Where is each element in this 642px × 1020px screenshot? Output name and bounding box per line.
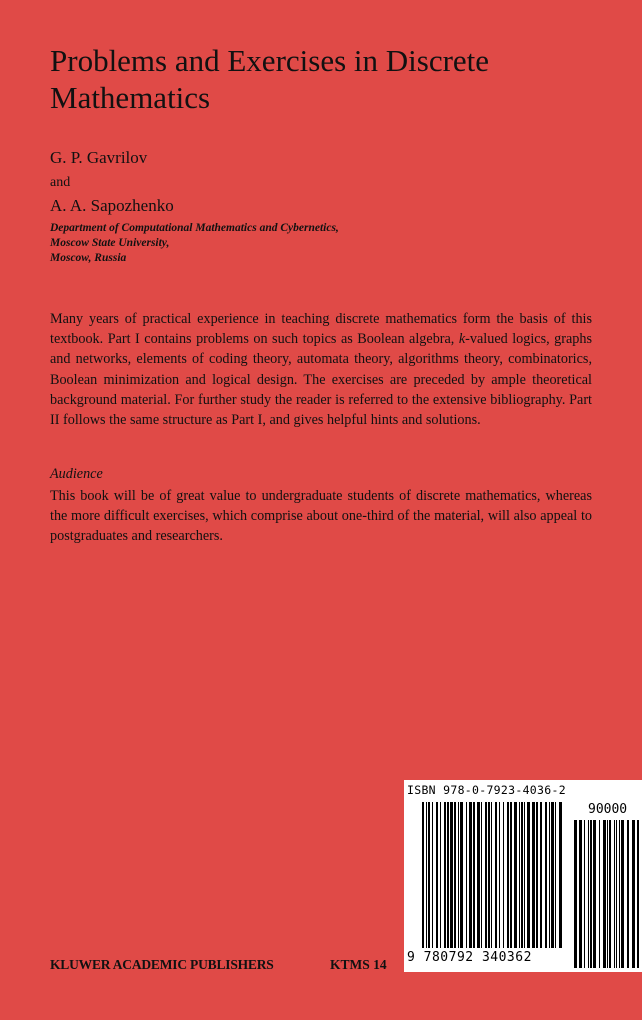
barcode-bar bbox=[460, 802, 463, 948]
ean-digits: 9 780792 340362 bbox=[407, 950, 532, 965]
barcode-bar bbox=[559, 802, 562, 948]
barcode-bar bbox=[458, 802, 459, 948]
barcode-bar bbox=[447, 802, 449, 948]
barcode-bar bbox=[551, 802, 554, 948]
barcode-bar bbox=[545, 802, 547, 948]
barcode-bar bbox=[574, 820, 577, 968]
barcode-bar bbox=[466, 802, 467, 948]
barcode-bar bbox=[593, 820, 596, 968]
barcode-bar bbox=[527, 802, 530, 948]
barcode-bar bbox=[432, 802, 433, 948]
barcode-bar bbox=[584, 820, 585, 968]
barcode-panel bbox=[404, 780, 642, 972]
barcode-bar bbox=[579, 820, 582, 968]
barcode-bar bbox=[426, 802, 427, 948]
description-italic-k: k bbox=[458, 331, 466, 348]
barcode-bar bbox=[436, 802, 438, 948]
series-code: KTMS 14 bbox=[330, 957, 387, 972]
barcode-bar bbox=[440, 802, 441, 948]
barcode-bar bbox=[619, 820, 620, 968]
barcode-bar bbox=[621, 820, 624, 968]
audience-text: This book will be of great value to undergraduate students of discrete mathematics, whereas the more difficult exercises, which comprise about one-third of the material, will also appeal to postgraduates and researchers. bbox=[50, 488, 592, 545]
barcode-bar bbox=[524, 802, 525, 948]
barcode-bar bbox=[485, 802, 487, 948]
book-title: Problems and Exercises in Discrete Mathematics bbox=[50, 43, 490, 115]
audience-heading: Audience bbox=[50, 466, 103, 482]
barcode-bar bbox=[555, 802, 556, 948]
affiliation-line-2: Moscow State University, bbox=[50, 237, 170, 249]
barcode-bar bbox=[503, 802, 504, 948]
barcode-bar bbox=[632, 820, 635, 968]
author-2: A. A. Sapozhenko bbox=[50, 196, 174, 215]
barcode-bar bbox=[514, 802, 517, 948]
barcode-bar bbox=[616, 820, 617, 968]
barcode-bar bbox=[454, 802, 456, 948]
barcode-bar bbox=[488, 802, 490, 948]
barcode-bar bbox=[510, 802, 512, 948]
barcode-bar bbox=[428, 802, 430, 948]
barcode-bar bbox=[627, 820, 629, 968]
barcode-bar bbox=[491, 802, 492, 948]
barcode-bar bbox=[473, 802, 475, 948]
affiliation-line-1: Department of Computational Mathematics and Cybernetics, bbox=[50, 222, 339, 234]
affiliation-line-3: Moscow, Russia bbox=[50, 252, 127, 264]
barcode-bar bbox=[536, 802, 538, 948]
barcode-bar bbox=[444, 802, 446, 948]
barcode-bar bbox=[477, 802, 480, 948]
barcode-bar bbox=[481, 802, 482, 948]
book-description bbox=[50, 309, 592, 430]
barcode-bar bbox=[607, 820, 608, 968]
barcode-bar bbox=[507, 802, 509, 948]
author-1: G. P. Gavrilov bbox=[50, 148, 148, 167]
barcode-bar bbox=[532, 802, 535, 948]
barcode-bar bbox=[519, 802, 520, 948]
barcode-bar bbox=[637, 820, 639, 968]
publisher-name: KLUWER ACADEMIC PUBLISHERS bbox=[50, 957, 274, 972]
barcode-bar bbox=[469, 802, 472, 948]
author-conjunction: and bbox=[50, 175, 71, 190]
barcode-bar bbox=[603, 820, 606, 968]
barcode-bar bbox=[540, 802, 542, 948]
barcode-bar bbox=[549, 802, 550, 948]
affiliation bbox=[50, 221, 339, 266]
barcode-bar bbox=[422, 802, 424, 948]
barcode-bar bbox=[599, 820, 600, 968]
isbn-number: ISBN 978-0-7923-4036-2 bbox=[407, 783, 566, 797]
barcode-bar bbox=[521, 802, 523, 948]
price-code: 90000 bbox=[588, 802, 628, 817]
barcode-bar bbox=[614, 820, 615, 968]
barcode-bar bbox=[609, 820, 611, 968]
barcode-bar bbox=[450, 802, 453, 948]
barcode-bar bbox=[499, 802, 500, 948]
barcode-bar bbox=[590, 820, 592, 968]
description-end: -valued logics, graphs and networks, elements of coding theory, automata theory, algorithms theory, combinatorics, Boolean minimization and logical design. The exercises are preceded by ample theoretical background material. For further study the reader is referred to the extensive bibliography. Part II follows the same structure as Part I, and gives helpful hints and solutions. bbox=[50, 331, 592, 429]
barcode-bar bbox=[495, 802, 497, 948]
description-start: Many years of practical experience in teaching discrete mathematics form the basis of this textbook. Part I contains problems on such topics as Boolean algebra, bbox=[50, 311, 592, 348]
barcode-bar bbox=[588, 820, 589, 968]
